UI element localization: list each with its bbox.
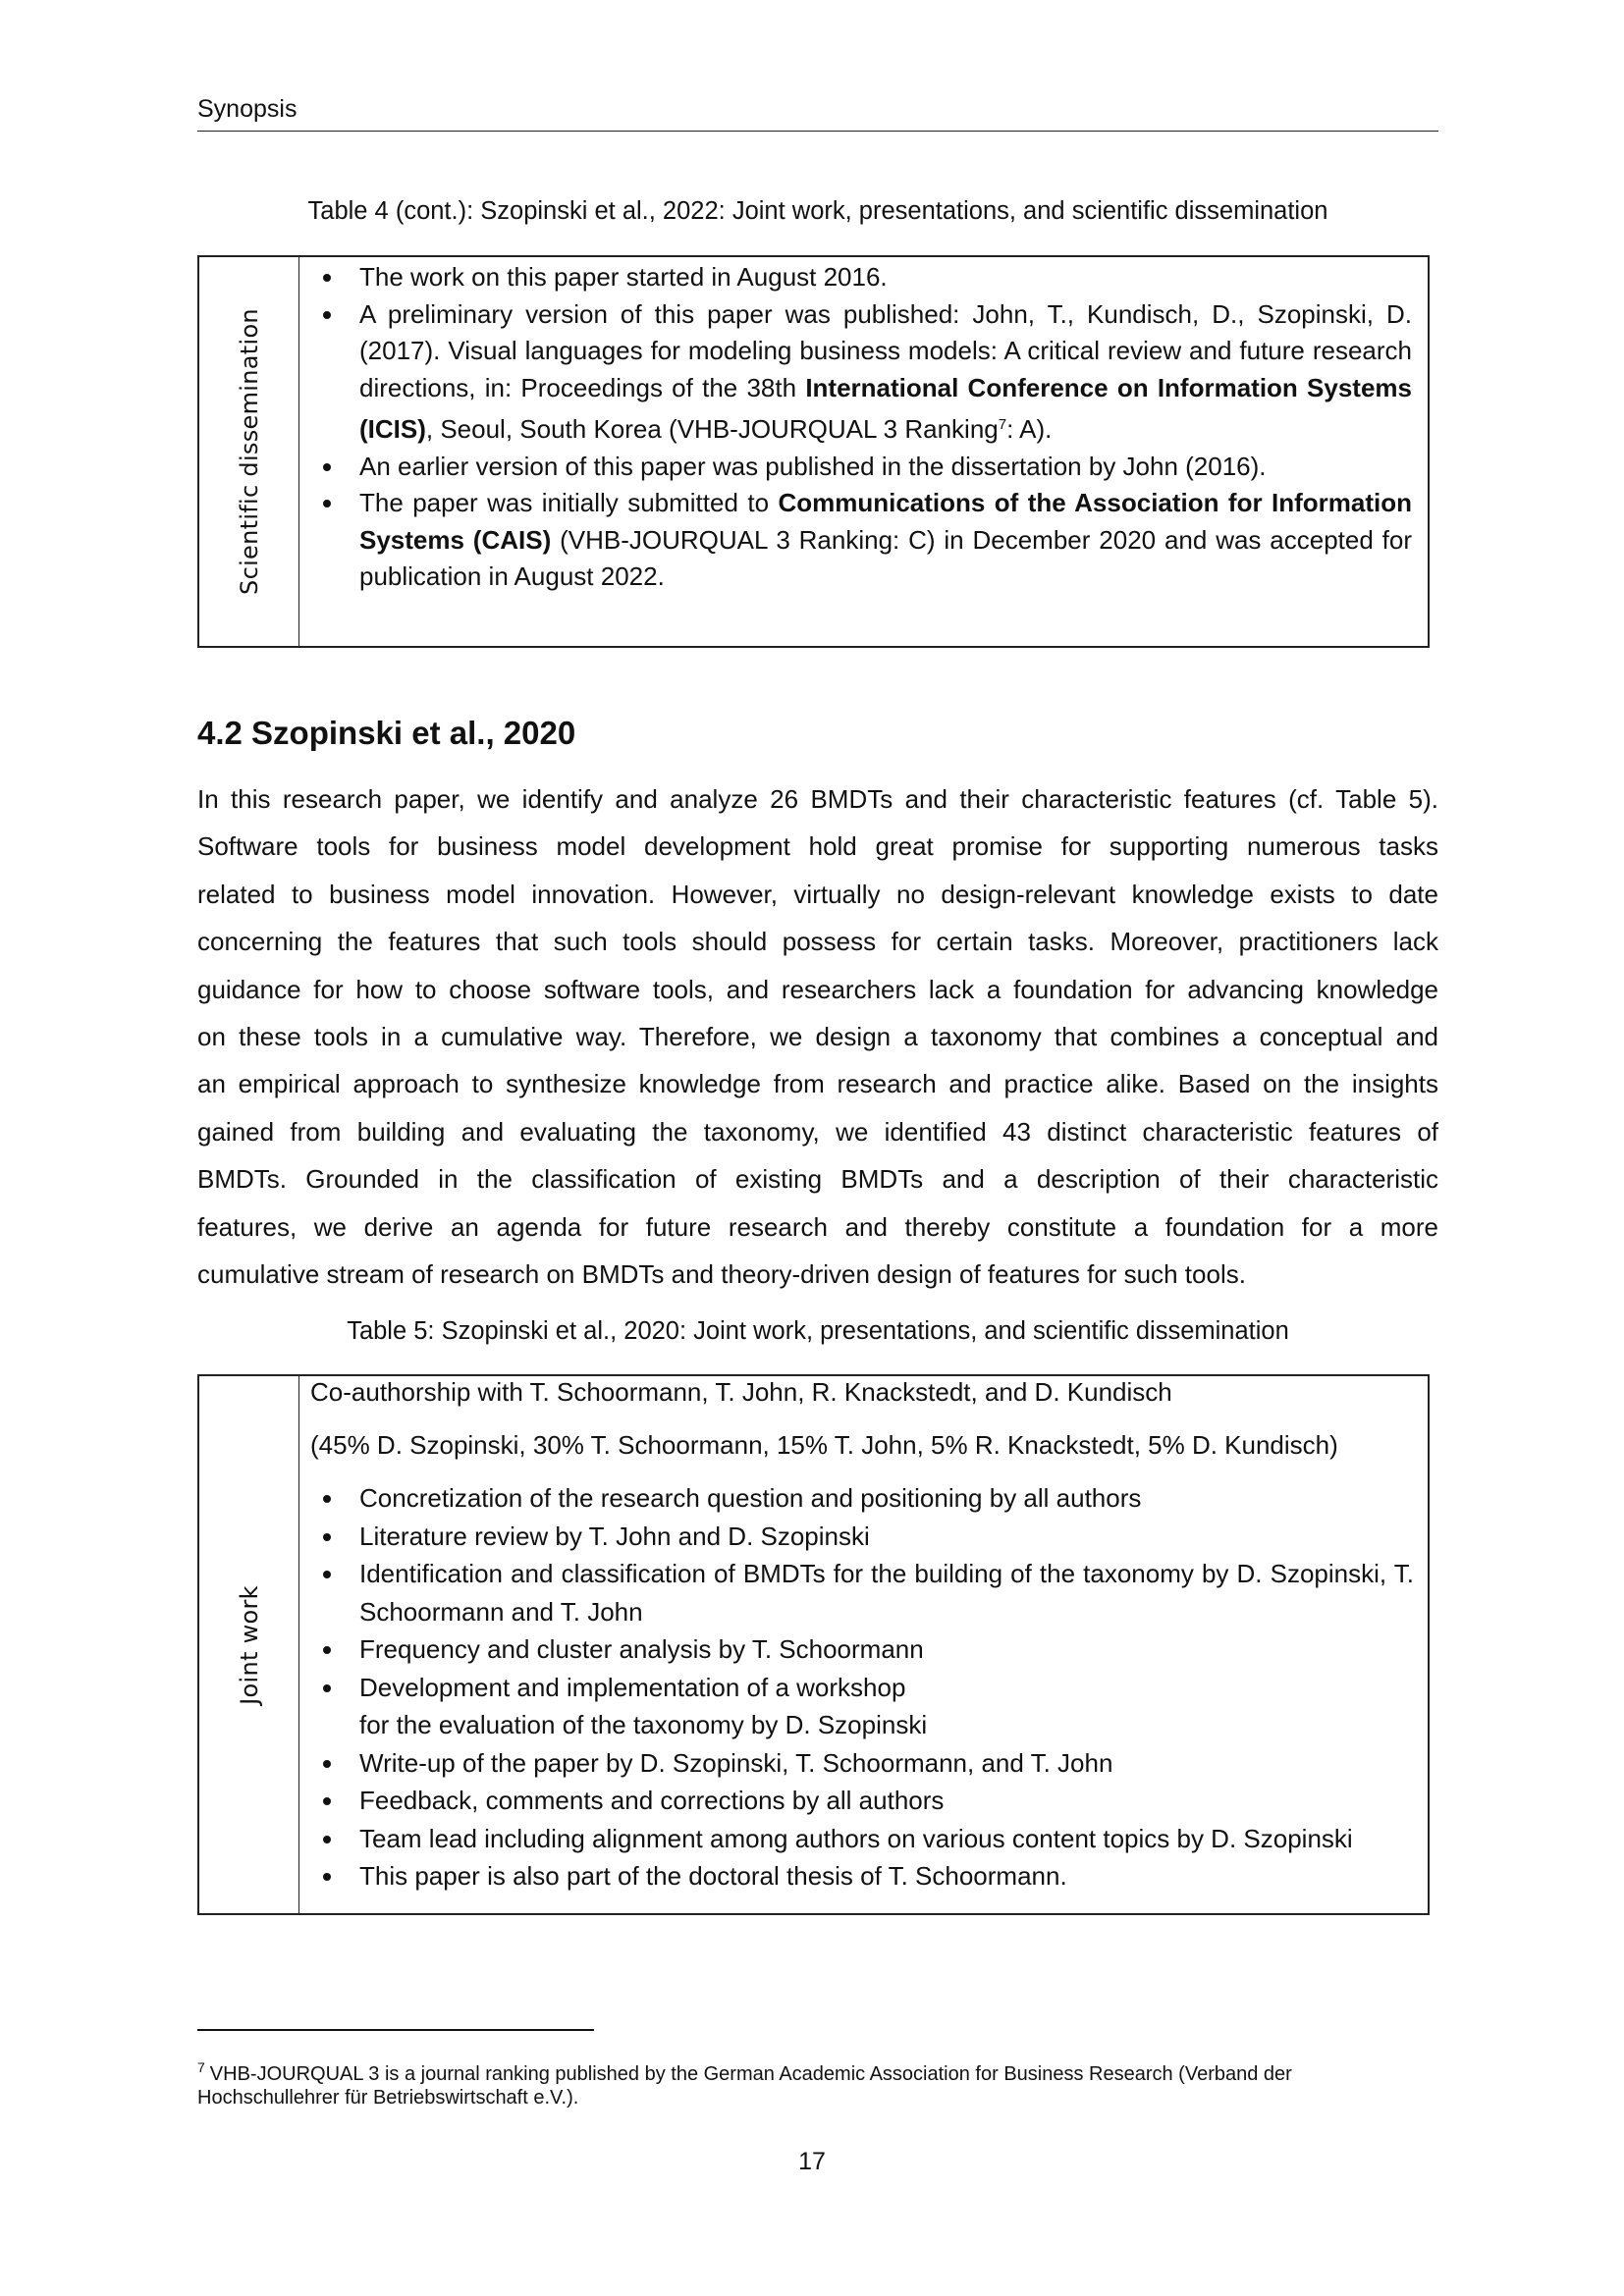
item-text: The work on this paper started in August 2016. — [359, 262, 888, 292]
paragraph-line: concerning the features that such tools should possess for certain tasks. Moreover, practitioners lack — [197, 927, 1438, 957]
list-item: Identification and classification of BMDTs for the building of the taxonomy by D. Szopinski, T. Schoormann and T. John — [314, 1555, 1414, 1630]
list-item: Literature review by T. John and D. Szopinski — [314, 1518, 1414, 1556]
contribution-shares: (45% D. Szopinski, 30% T. Schoormann, 15% T. John, 5% R. Knackstedt, 5% D. Kundisch) — [310, 1430, 1338, 1460]
paragraph-line: Software tools for business model development hold great promise for supporting numerous tasks — [197, 831, 1438, 862]
item-text: : A). — [1006, 414, 1053, 444]
table5-caption: Table 5: Szopinski et al., 2020: Joint work, presentations, and scientific dissemination — [347, 1317, 1289, 1345]
paragraph-line: In this research paper, we identify and analyze 26 BMDTs and their characteristic features (cf. Table 5). — [197, 784, 1438, 814]
footnote-text: VHB-JOURQUAL 3 is a journal ranking published by the German Academic Association for Business Research (Verband der Hochschullehrer für Betriebswirtschaft e.V.). — [197, 2063, 1292, 2109]
list-item — [314, 259, 1412, 296]
list-item — [314, 296, 1412, 449]
paragraph-line: features, we derive an agenda for future research and thereby constitute a foundation for a more — [197, 1211, 1438, 1242]
coauthorship-line: Co-authorship with T. Schoormann, T. John, R. Knackstedt, and D. Kundisch — [310, 1377, 1172, 1407]
item-text: An earlier version of this paper was published in the dissertation by John (2016). — [359, 451, 1267, 481]
paragraph-line: cumulative stream of research on BMDTs and theory-driven design of features for such tools. — [197, 1258, 1246, 1289]
journal-name: Communications of the Association for Information Systems (CAIS) — [359, 488, 1412, 555]
list-item: Feedback, comments and corrections by all authors — [314, 1782, 1414, 1820]
paragraph-line: BMDTs. Grounded in the classification of existing BMDTs and a description of their characteristic — [197, 1164, 1438, 1195]
item-text: , Seoul, South Korea (VHB-JOURQUAL 3 Ranking — [425, 414, 999, 444]
list-item: Team lead including alignment among authors on various content topics by D. Szopinski — [314, 1820, 1414, 1858]
item-text: Development and implementation of a workshop — [359, 1672, 906, 1702]
table4-side-label: Scientific dissemination — [235, 308, 263, 595]
item-text-continuation: for the evaluation of the taxonomy by D. Szopinski — [359, 1710, 928, 1739]
table5 — [197, 1374, 1430, 1915]
table4-content-cell — [314, 259, 1412, 596]
section-paragraph — [197, 775, 1438, 1298]
table4-bullet-list — [314, 259, 1412, 596]
list-item: This paper is also part of the doctoral thesis of T. Schoormann. — [314, 1857, 1414, 1896]
paragraph-line: guidance for how to choose software tools, and researchers lack a foundation for advancing knowledge — [197, 974, 1438, 1004]
table4-caption: Table 4 (cont.): Szopinski et al., 2022: Joint work, presentations, and scientific dissemination — [307, 197, 1328, 225]
footnote-marker: 7 — [197, 2059, 205, 2075]
item-text: (VHB-JOURQUAL 3 Ranking: C) in December 2020 and was accepted for publication in August 2022. — [359, 524, 1412, 591]
paragraph-line: gained from building and evaluating the taxonomy, we identified 43 distinct characteristic features of — [197, 1116, 1438, 1147]
list-item — [314, 1669, 1414, 1744]
table4 — [197, 255, 1430, 648]
table5-side-cell — [199, 1376, 299, 1913]
list-item — [314, 449, 1412, 486]
table5-content-cell — [310, 1374, 1414, 1896]
item-text: The paper was initially submitted to — [359, 488, 779, 517]
conference-name: International Conference on Information Systems (ICIS) — [359, 372, 1412, 444]
footnote — [197, 2056, 1438, 2109]
section-heading: 4.2 Szopinski et al., 2020 — [197, 715, 576, 751]
paragraph-line: on these tools in a cumulative way. Therefore, we design a taxonomy that combines a conceptual and — [197, 1021, 1438, 1051]
table4-side-cell — [199, 257, 299, 646]
item-text: A preliminary version of this paper was published: John, T., Kundisch, D., Szopinski, D. (2017). Visual languages for modeling business models: A critical review and future research directions, in: Proceedings of the 38th — [359, 298, 1412, 402]
table5-bullet-list — [314, 1479, 1414, 1896]
list-item — [314, 485, 1412, 596]
header-rule — [197, 131, 1438, 132]
footnote-ref[interactable]: 7 — [998, 416, 1007, 433]
running-head: Synopsis — [197, 95, 298, 123]
list-item: Frequency and cluster analysis by T. Schoormann — [314, 1630, 1414, 1669]
list-item: Write-up of the paper by D. Szopinski, T. Schoormann, and T. John — [314, 1744, 1414, 1783]
list-item: Concretization of the research question and positioning by all authors — [314, 1479, 1414, 1518]
table5-side-label: Joint work — [235, 1584, 263, 1705]
footnote-rule — [197, 2029, 594, 2031]
paragraph-line: related to business model innovation. However, virtually no design-relevant knowledge exists to date — [197, 879, 1438, 909]
page-number: 17 — [798, 2148, 826, 2175]
paragraph-line: an empirical approach to synthesize knowledge from research and practice alike. Based on the insights — [197, 1069, 1438, 1099]
